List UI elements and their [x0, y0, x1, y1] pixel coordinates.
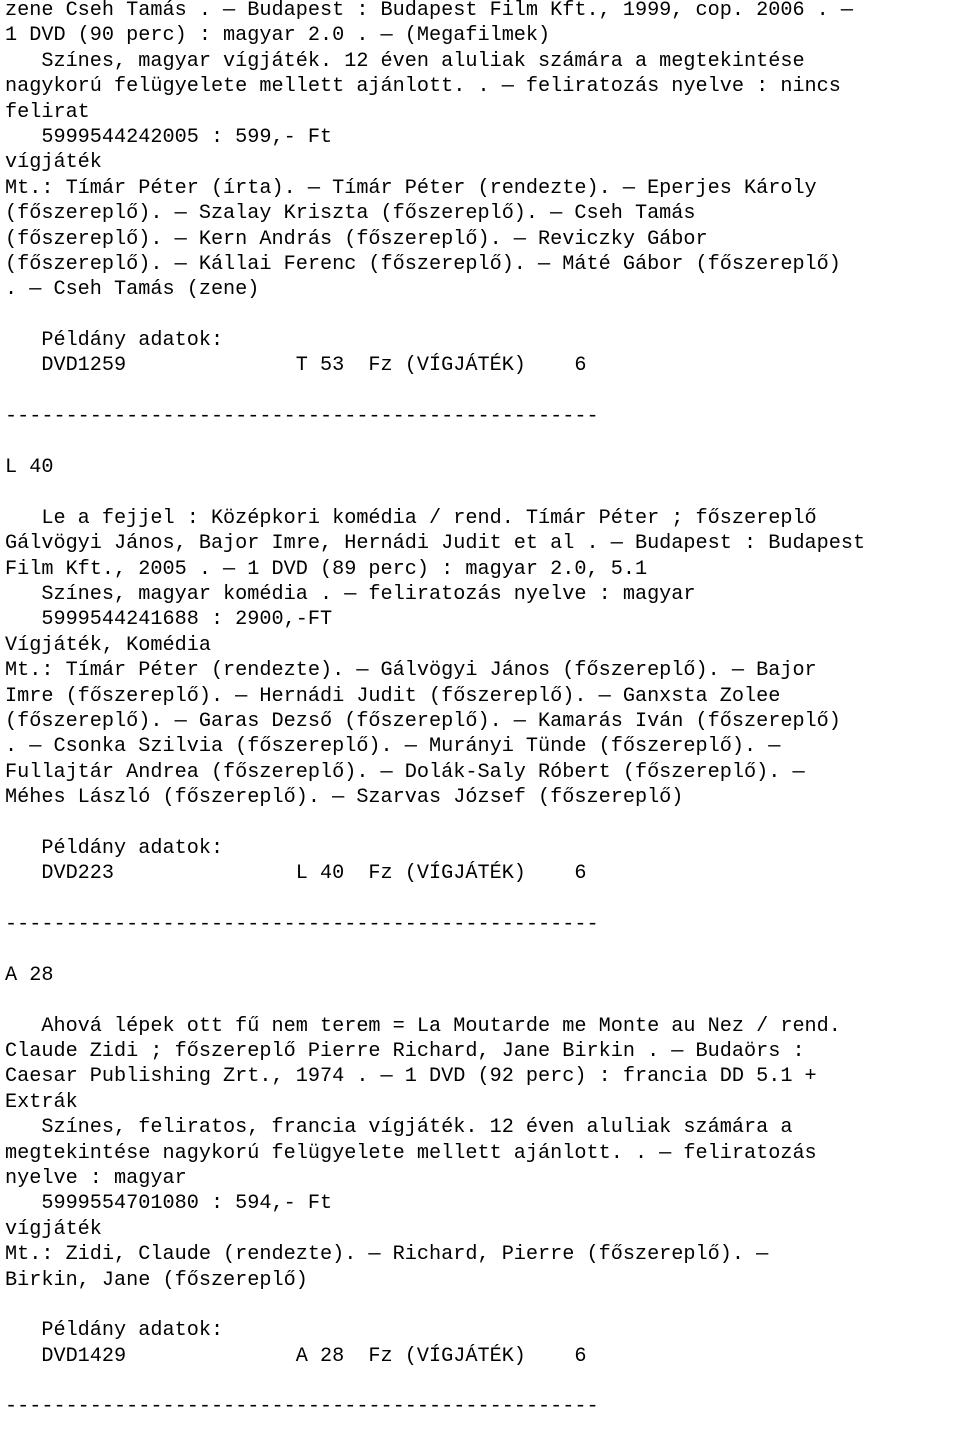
text-line: 5999544242005 : 599,- Ft	[5, 125, 333, 149]
text-line: vígjáték	[5, 151, 102, 175]
text-line: nagykorú felügyelete mellett ajánlott. . ― feliratozás nyelve : nincs	[5, 75, 841, 99]
text-line: Extrák	[5, 1090, 78, 1114]
text-line: Gálvögyi János, Bajor Imre, Hernádi Judit et al . ― Budapest : Budapest	[5, 532, 866, 556]
text-line: (főszereplő). ― Kern András (főszereplő). ― Reviczky Gábor	[5, 227, 708, 251]
text-line: Példány adatok:	[5, 1319, 224, 1343]
text-line: zene Cseh Tamás . ― Budapest : Budapest Film Kft., 1999, cop. 2006 . ―	[5, 0, 854, 22]
text-line: Le a fejjel : Középkori komédia / rend. Tímár Péter ; főszereplő	[5, 506, 817, 530]
text-line: . ― Csonka Szilvia (főszereplő). ― Murányi Tünde (főszereplő). ―	[5, 735, 781, 759]
shelf-mark: L 40	[5, 456, 54, 480]
text-line: Birkin, Jane (főszereplő)	[5, 1268, 308, 1292]
copy-data-row: DVD223 L 40 Fz (VÍGJÁTÉK) 6	[5, 862, 587, 886]
text-line	[5, 937, 960, 962]
copy-data-row	[5, 1369, 960, 1394]
text-line: Méhes László (főszereplő). ― Szarvas József (főszereplő)	[5, 786, 684, 810]
copy-data-heading: Példány adatok:	[5, 329, 224, 353]
separator-line	[5, 1420, 960, 1445]
text-line: 5999544241688 : 2900,-FT	[5, 608, 333, 632]
separator-line: -------------------------------------------------	[5, 913, 599, 937]
separator-line: -------------------------------------------------	[5, 405, 599, 429]
text-line: Fullajtár Andrea (főszereplő). ― Dolák-Saly Róbert (főszereplő). ―	[5, 760, 805, 784]
text-line: (főszereplő). ― Kállai Ferenc (főszereplő). ― Máté Gábor (főszereplő)	[5, 252, 841, 276]
catalog-document	[5, 0, 960, 1445]
text-line: Ahová lépek ott fű nem terem = La Moutarde me Monte au Nez / rend.	[5, 1014, 841, 1038]
text-line: Mt.: Tímár Péter (írta). ― Tímár Péter (rendezte). ― Eperjes Károly	[5, 176, 817, 200]
text-line: Vígjáték, Komédia	[5, 633, 211, 657]
text-line: Mt.: Zidi, Claude (rendezte). ― Richard, Pierre (főszereplő). ―	[5, 1243, 769, 1267]
text-line: nyelve : magyar	[5, 1166, 187, 1190]
text-line: Claude Zidi ; főszereplő Pierre Richard, Jane Birkin . ― Budaörs :	[5, 1040, 805, 1064]
text-line	[5, 303, 960, 328]
copy-data-heading: Példány adatok:	[5, 836, 224, 860]
text-line	[5, 480, 960, 505]
text-line: Mt.: Tímár Péter (rendezte). ― Gálvögyi János (főszereplő). ― Bajor	[5, 659, 817, 683]
text-line: (főszereplő). ― Szalay Kriszta (főszereplő). ― Cseh Tamás	[5, 202, 696, 226]
text-line	[5, 1293, 960, 1318]
copy-data-row: DVD1259 T 53 Fz (VÍGJÁTÉK) 6	[5, 354, 587, 378]
text-line	[5, 887, 960, 912]
text-line: . ― Cseh Tamás (zene)	[5, 278, 260, 302]
text-line: Színes, magyar vígjáték. 12 éven aluliak számára a megtekintése	[5, 49, 805, 73]
text-line: 1 DVD (90 perc) : magyar 2.0 . ― (Megafilmek)	[5, 24, 551, 48]
text-line: felirat	[5, 100, 90, 124]
text-line: megtekintése nagykorú felügyelete mellett ajánlott. . ― feliratozás	[5, 1141, 817, 1165]
text-line: -------------------------------------------------	[5, 1395, 599, 1419]
text-line: Színes, feliratos, francia vígjáték. 12 éven aluliak számára a	[5, 1116, 793, 1140]
text-line	[5, 811, 960, 836]
text-line: vígjáték	[5, 1217, 102, 1241]
copy-data-heading: DVD1429 A 28 Fz (VÍGJÁTÉK) 6	[5, 1344, 587, 1368]
text-line	[5, 988, 960, 1013]
text-line	[5, 430, 960, 455]
text-line	[5, 379, 960, 404]
text-line: Színes, magyar komédia . ― feliratozás nyelve : magyar	[5, 582, 696, 606]
text-line: (főszereplő). ― Garas Dezső (főszereplő). ― Kamarás Iván (főszereplő)	[5, 709, 841, 733]
text-line: Film Kft., 2005 . ― 1 DVD (89 perc) : magyar 2.0, 5.1	[5, 557, 648, 581]
text-line: Caesar Publishing Zrt., 1974 . ― 1 DVD (92 perc) : francia DD 5.1 +	[5, 1065, 817, 1089]
text-line: 5999554701080 : 594,- Ft	[5, 1192, 333, 1216]
text-line: Imre (főszereplő). ― Hernádi Judit (főszereplő). ― Ganxsta Zolee	[5, 684, 781, 708]
shelf-mark: A 28	[5, 963, 54, 987]
